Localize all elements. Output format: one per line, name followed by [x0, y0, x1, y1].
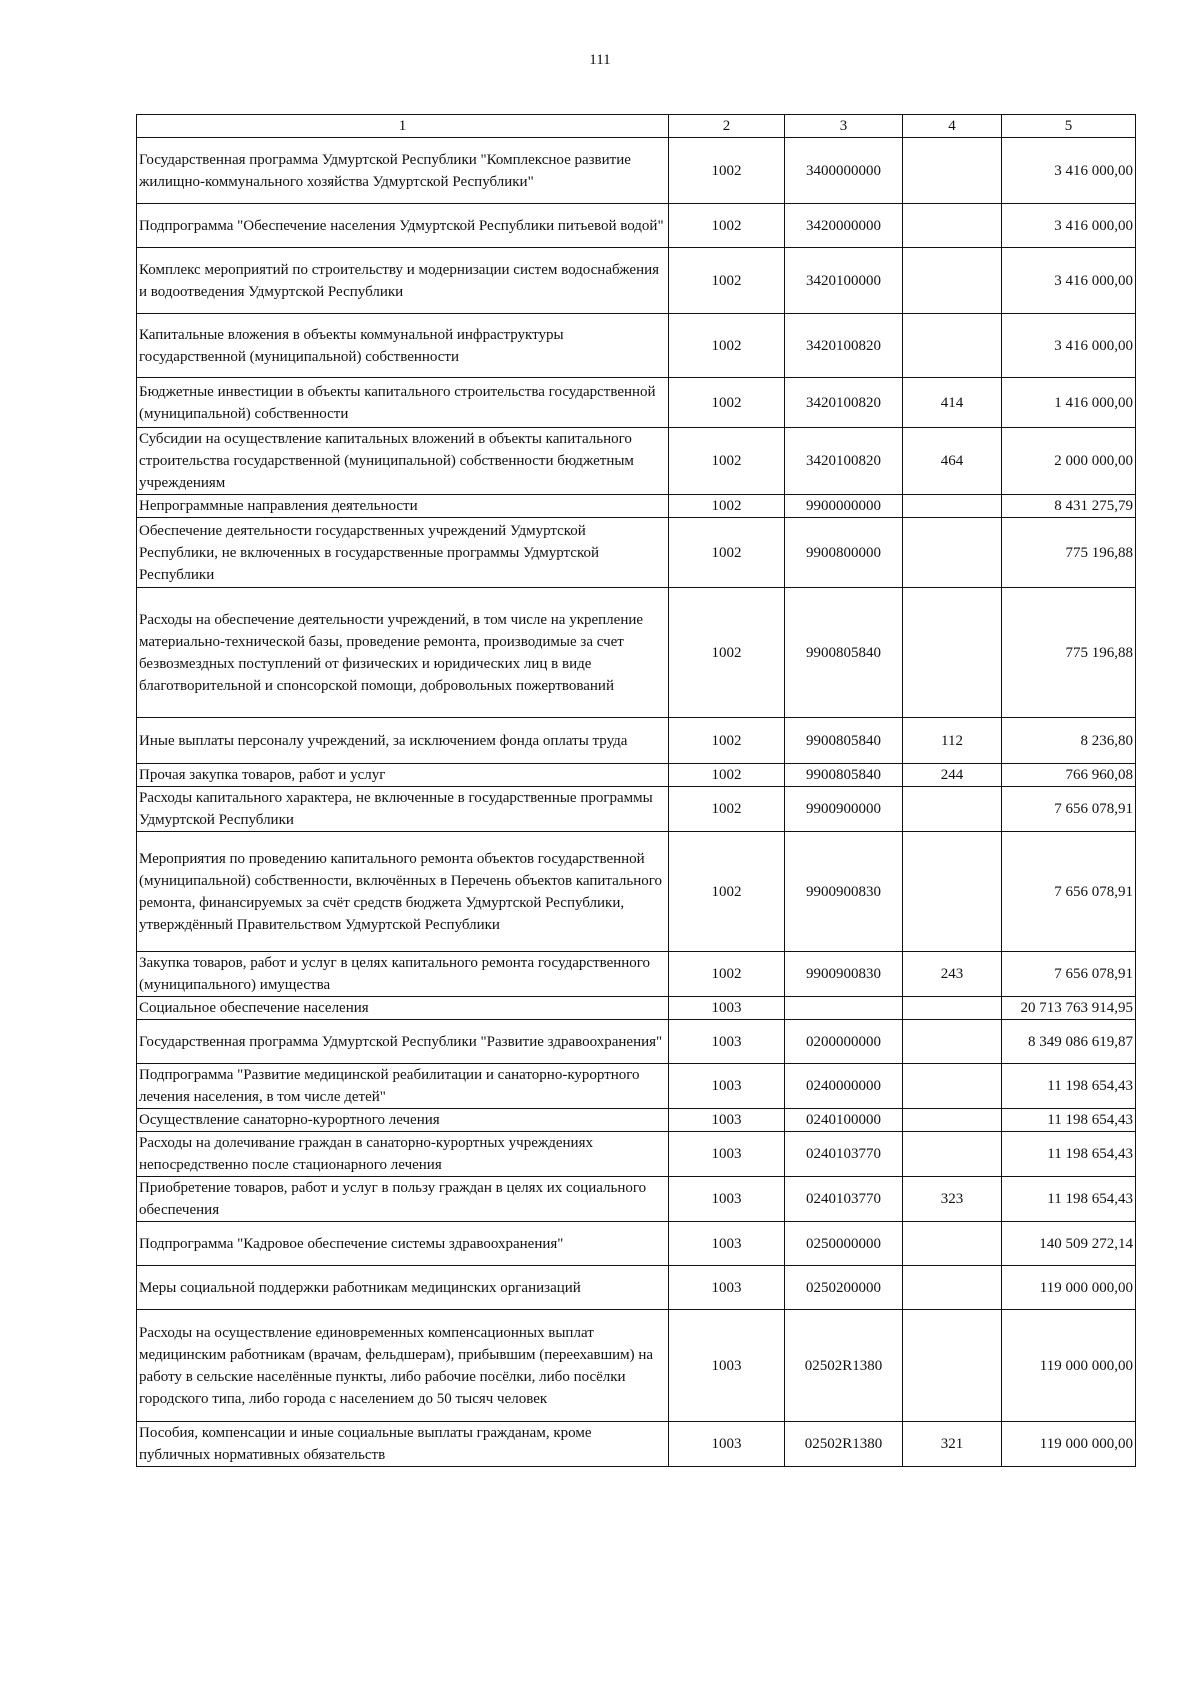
cell-section: 1002: [669, 952, 785, 997]
cell-amount: 8 236,80: [1002, 718, 1136, 764]
cell-type: 464: [903, 428, 1002, 495]
cell-type: [903, 1132, 1002, 1177]
table-row: [137, 1222, 1136, 1266]
cell-section: 1002: [669, 378, 785, 428]
cell-amount: 2 000 000,00: [1002, 428, 1136, 495]
cell-section: 1002: [669, 248, 785, 314]
cell-type: [903, 588, 1002, 718]
cell-type: [903, 495, 1002, 518]
table-row: [137, 787, 1136, 832]
cell-section: 1003: [669, 1132, 785, 1177]
cell-type: [903, 997, 1002, 1020]
cell-type: 321: [903, 1422, 1002, 1467]
cell-target: 9900900830: [785, 952, 903, 997]
cell-target: 9900805840: [785, 764, 903, 787]
cell-target: 3400000000: [785, 138, 903, 204]
cell-amount: 1 416 000,00: [1002, 378, 1136, 428]
cell-amount: 119 000 000,00: [1002, 1310, 1136, 1422]
header-row: [137, 115, 1136, 138]
cell-section: 1002: [669, 787, 785, 832]
cell-section: 1002: [669, 138, 785, 204]
cell-section: 1002: [669, 588, 785, 718]
cell-name: Субсидии на осуществление капитальных вложений в объекты капитального строительства государственной (муниципальной) собственности бюджетным учреждениям: [137, 428, 669, 495]
table-row: [137, 832, 1136, 952]
cell-target: 9900805840: [785, 588, 903, 718]
cell-amount: 3 416 000,00: [1002, 204, 1136, 248]
cell-name: Иные выплаты персоналу учреждений, за исключением фонда оплаты труда: [137, 718, 669, 764]
cell-section: 1002: [669, 495, 785, 518]
cell-target: 3420100000: [785, 248, 903, 314]
table-row: [137, 1422, 1136, 1467]
cell-target: 0250000000: [785, 1222, 903, 1266]
cell-type: [903, 248, 1002, 314]
cell-target: 0240103770: [785, 1132, 903, 1177]
cell-name: Мероприятия по проведению капитального ремонта объектов государственной (муниципальной) собственности, включённых в Перечень объектов капитального ремонта, финансируемых за счёт средств бюджета Удмуртской Республики, утверждённый Правительством Удмуртской Республики: [137, 832, 669, 952]
cell-amount: 119 000 000,00: [1002, 1266, 1136, 1310]
cell-name: Приобретение товаров, работ и услуг в пользу граждан в целях их социального обеспечения: [137, 1177, 669, 1222]
header-name-col: 1: [137, 115, 669, 138]
cell-type: [903, 518, 1002, 588]
cell-type: 323: [903, 1177, 1002, 1222]
cell-name: Пособия, компенсации и иные социальные выплаты гражданам, кроме публичных нормативных обязательств: [137, 1422, 669, 1467]
cell-name: Государственная программа Удмуртской Республики "Комплексное развитие жилищно-коммунального хозяйства Удмуртской Республики": [137, 138, 669, 204]
cell-name: Прочая закупка товаров, работ и услуг: [137, 764, 669, 787]
cell-name: Меры социальной поддержки работникам медицинских организаций: [137, 1266, 669, 1310]
cell-target: 9900900830: [785, 832, 903, 952]
table-row: [137, 204, 1136, 248]
cell-name: Подпрограмма "Обеспечение населения Удмуртской Республики питьевой водой": [137, 204, 669, 248]
cell-section: 1002: [669, 832, 785, 952]
table-row: [137, 764, 1136, 787]
header-amount-col: 5: [1002, 115, 1136, 138]
cell-amount: 140 509 272,14: [1002, 1222, 1136, 1266]
cell-type: [903, 138, 1002, 204]
cell-section: 1003: [669, 1422, 785, 1467]
cell-name: Бюджетные инвестиции в объекты капитального строительства государственной (муниципальной) собственности: [137, 378, 669, 428]
cell-target: 9900900000: [785, 787, 903, 832]
cell-target: 3420100820: [785, 428, 903, 495]
cell-name: Капитальные вложения в объекты коммунальной инфраструктуры государственной (муниципальной) собственности: [137, 314, 669, 378]
cell-amount: 3 416 000,00: [1002, 314, 1136, 378]
cell-type: [903, 787, 1002, 832]
table-row: [137, 1064, 1136, 1109]
table-row: [137, 314, 1136, 378]
cell-amount: 8 349 086 619,87: [1002, 1020, 1136, 1064]
cell-target: 0240103770: [785, 1177, 903, 1222]
header-type-col: 4: [903, 115, 1002, 138]
cell-section: 1002: [669, 428, 785, 495]
cell-type: 112: [903, 718, 1002, 764]
cell-name: Государственная программа Удмуртской Республики "Развитие здравоохранения": [137, 1020, 669, 1064]
cell-type: [903, 1310, 1002, 1422]
cell-type: [903, 1064, 1002, 1109]
cell-section: 1003: [669, 1177, 785, 1222]
cell-amount: 20 713 763 914,95: [1002, 997, 1136, 1020]
cell-name: Подпрограмма "Кадровое обеспечение системы здравоохранения": [137, 1222, 669, 1266]
table-row: [137, 1177, 1136, 1222]
cell-amount: 7 656 078,91: [1002, 832, 1136, 952]
cell-section: 1003: [669, 997, 785, 1020]
cell-name: Социальное обеспечение населения: [137, 997, 669, 1020]
cell-target: 0240100000: [785, 1109, 903, 1132]
table-row: [137, 997, 1136, 1020]
cell-amount: 7 656 078,91: [1002, 952, 1136, 997]
cell-name: Обеспечение деятельности государственных учреждений Удмуртской Республики, не включенных в государственные программы Удмуртской Республики: [137, 518, 669, 588]
cell-type: 244: [903, 764, 1002, 787]
cell-amount: 11 198 654,43: [1002, 1177, 1136, 1222]
cell-section: 1002: [669, 314, 785, 378]
cell-amount: 775 196,88: [1002, 588, 1136, 718]
cell-type: [903, 1109, 1002, 1132]
cell-target: 9900805840: [785, 718, 903, 764]
cell-section: 1002: [669, 718, 785, 764]
cell-section: 1003: [669, 1266, 785, 1310]
cell-target: 02502R1380: [785, 1310, 903, 1422]
table-row: [137, 248, 1136, 314]
cell-target: 0200000000: [785, 1020, 903, 1064]
cell-type: [903, 1266, 1002, 1310]
cell-type: [903, 314, 1002, 378]
cell-amount: 7 656 078,91: [1002, 787, 1136, 832]
cell-section: 1003: [669, 1310, 785, 1422]
table-row: [137, 495, 1136, 518]
budget-table: [136, 114, 1136, 1467]
cell-target: 02502R1380: [785, 1422, 903, 1467]
cell-name: Закупка товаров, работ и услуг в целях капитального ремонта государственного (муниципального) имущества: [137, 952, 669, 997]
cell-name: Расходы на долечивание граждан в санаторно-курортных учреждениях непосредственно после стационарного лечения: [137, 1132, 669, 1177]
cell-type: [903, 1222, 1002, 1266]
table-row: [137, 952, 1136, 997]
table-row: [137, 718, 1136, 764]
header-section-col: 2: [669, 115, 785, 138]
cell-type: [903, 204, 1002, 248]
cell-name: Расходы на осуществление единовременных компенсационных выплат медицинским работникам (врачам, фельдшерам), прибывшим (переехавшим) на работу в сельские населённые пункты, либо рабочие посёлки, либо посёлки городского типа, либо города с населением до 50 тысяч человек: [137, 1310, 669, 1422]
table-row: [137, 1132, 1136, 1177]
header-target-col: 3: [785, 115, 903, 138]
cell-type: 243: [903, 952, 1002, 997]
cell-amount: 3 416 000,00: [1002, 138, 1136, 204]
cell-target: 9900800000: [785, 518, 903, 588]
cell-name: Расходы на обеспечение деятельности учреждений, в том числе на укрепление материально-технической базы, проведение ремонта, производимые за счет безвозмездных поступлений от физических и юридических лиц в виде благотворительной и спонсорской помощи, добровольных пожертвований: [137, 588, 669, 718]
cell-section: 1003: [669, 1109, 785, 1132]
table-row: [137, 588, 1136, 718]
cell-target: 3420100820: [785, 378, 903, 428]
cell-name: Расходы капитального характера, не включенные в государственные программы Удмуртской Республики: [137, 787, 669, 832]
cell-name: Осуществление санаторно-курортного лечения: [137, 1109, 669, 1132]
page-number: 111: [589, 52, 611, 68]
cell-amount: 8 431 275,79: [1002, 495, 1136, 518]
cell-section: 1003: [669, 1064, 785, 1109]
cell-section: 1003: [669, 1020, 785, 1064]
cell-section: 1003: [669, 1222, 785, 1266]
table-row: [137, 138, 1136, 204]
cell-name: Непрограммные направления деятельности: [137, 495, 669, 518]
table-body: [137, 138, 1136, 1467]
cell-target: [785, 997, 903, 1020]
table-row: [137, 378, 1136, 428]
cell-section: 1002: [669, 764, 785, 787]
table-row: [137, 1020, 1136, 1064]
cell-section: 1002: [669, 518, 785, 588]
table-row: [137, 518, 1136, 588]
cell-amount: 11 198 654,43: [1002, 1064, 1136, 1109]
cell-target: 0240000000: [785, 1064, 903, 1109]
cell-target: 0250200000: [785, 1266, 903, 1310]
table-row: [137, 428, 1136, 495]
table-row: [137, 1266, 1136, 1310]
cell-name: Подпрограмма "Развитие медицинской реабилитации и санаторно-курортного лечения населения, в том числе детей": [137, 1064, 669, 1109]
table-row: [137, 1310, 1136, 1422]
cell-amount: 119 000 000,00: [1002, 1422, 1136, 1467]
cell-type: [903, 832, 1002, 952]
cell-target: 3420000000: [785, 204, 903, 248]
cell-name: Комплекс мероприятий по строительству и модернизации систем водоснабжения и водоотведения Удмуртской Республики: [137, 248, 669, 314]
cell-amount: 3 416 000,00: [1002, 248, 1136, 314]
table-row: [137, 1109, 1136, 1132]
cell-target: 9900000000: [785, 495, 903, 518]
cell-amount: 766 960,08: [1002, 764, 1136, 787]
cell-target: 3420100820: [785, 314, 903, 378]
cell-amount: 775 196,88: [1002, 518, 1136, 588]
cell-amount: 11 198 654,43: [1002, 1132, 1136, 1177]
cell-type: [903, 1020, 1002, 1064]
cell-section: 1002: [669, 204, 785, 248]
cell-amount: 11 198 654,43: [1002, 1109, 1136, 1132]
cell-type: 414: [903, 378, 1002, 428]
